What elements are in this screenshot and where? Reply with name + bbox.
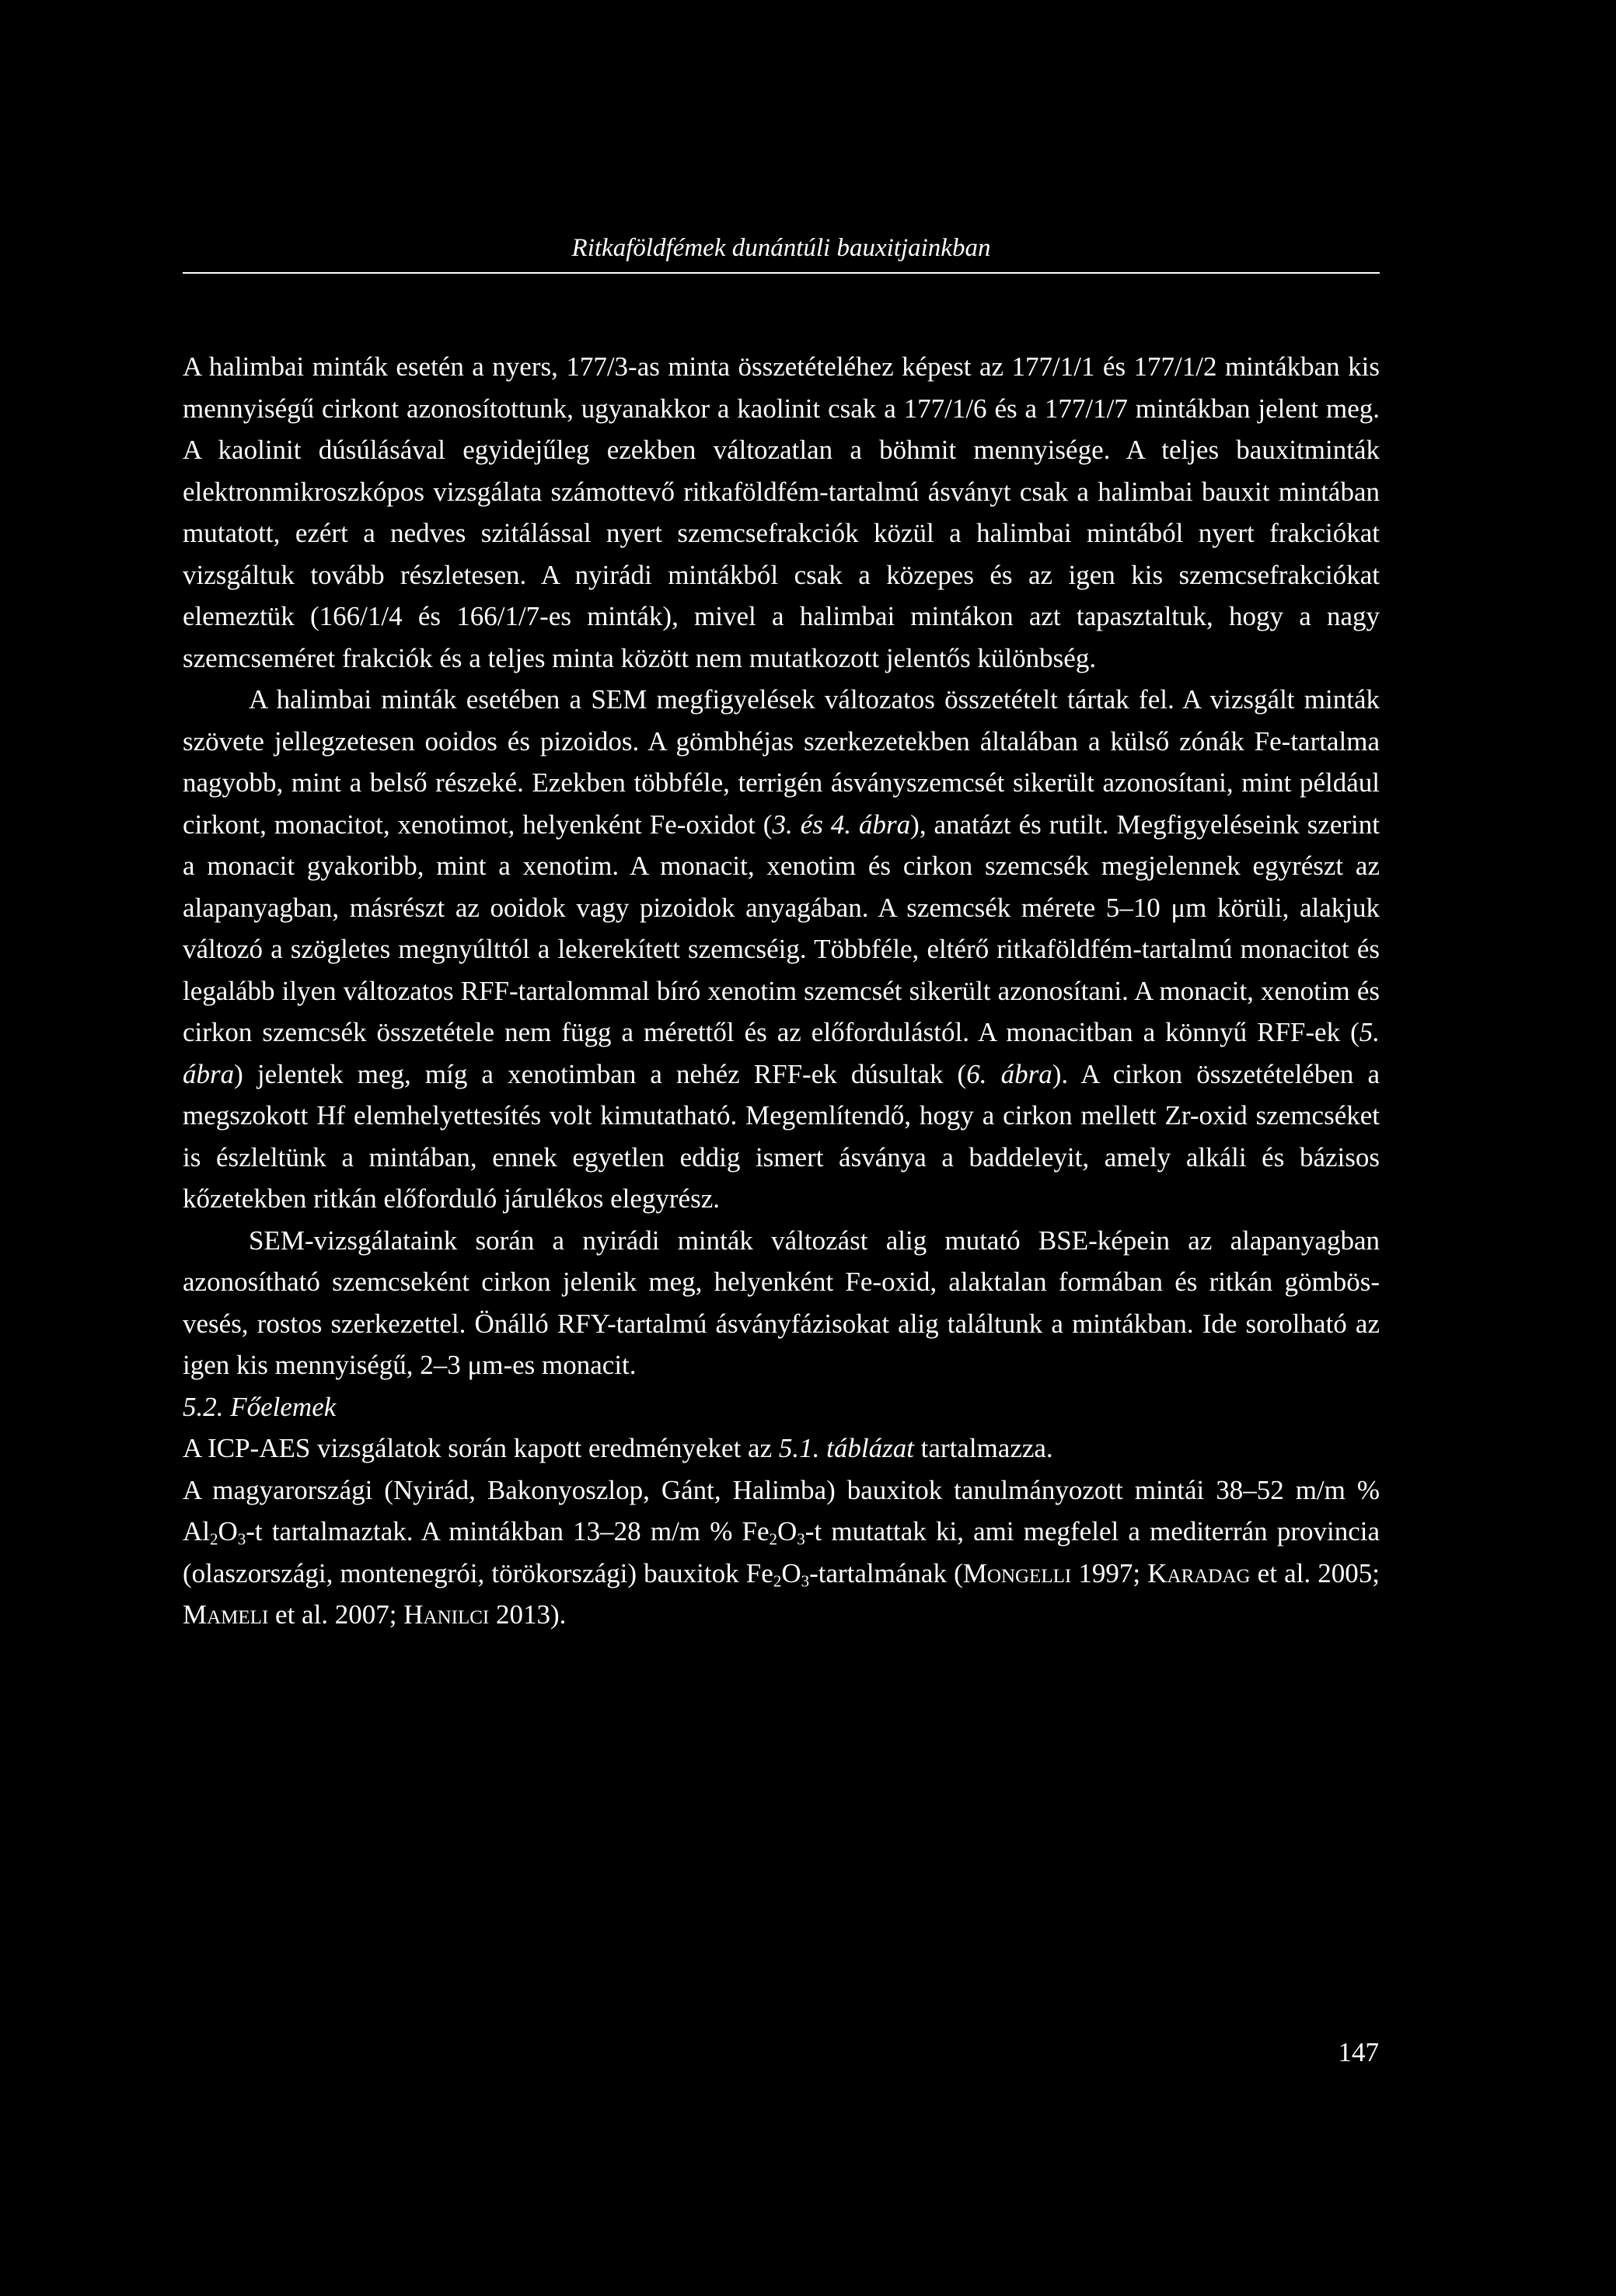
paragraph-2-text-3: ) jelentek meg, míg a xenotimban a nehéz RFF-ek dúsultak ( bbox=[234, 1058, 967, 1089]
running-header: Ritkaföldfémek dunántúli bauxitjainkban bbox=[571, 234, 991, 262]
figure-reference-6: 6. ábra bbox=[966, 1058, 1052, 1089]
subscript: 2 bbox=[210, 1529, 218, 1549]
table-reference: 5.1. táblázat bbox=[778, 1433, 914, 1463]
paragraph-1 bbox=[183, 346, 1380, 679]
header-rule bbox=[183, 272, 1380, 274]
main-text bbox=[183, 346, 1380, 1636]
figure-reference-3-4: 3. és 4. ábra bbox=[772, 809, 911, 840]
citation-author: Hanilci bbox=[403, 1599, 490, 1630]
paragraph-2-text-1: A halimbai minták esetében a SEM megfigyelések változatos összetételt tártak fel. A vizsgált minták szövete jellegzetesen ooidos és pizoidos. A gömbhéjas szerkezetekben általában a külső zónák Fe-tartalma nagyobb, mint a belső részeké. Ezekben többféle, terrigén ásványszemcsét sikerült azonosítani, mint például cirkont, monacitot, xenotimot, helyenként Fe-oxidot ( bbox=[183, 684, 1380, 840]
paragraph-2 bbox=[183, 679, 1380, 1220]
paragraph-5-text-3: -t tartalmaztak. A mintákban 13–28 m/m % Fe bbox=[246, 1516, 770, 1546]
paragraph-5 bbox=[183, 1470, 1380, 1636]
section-heading: 5.2. Főelemek bbox=[183, 1391, 337, 1422]
paragraph-4-text-2: tartalmazza. bbox=[913, 1433, 1053, 1463]
citation-author: Karadag bbox=[1147, 1557, 1251, 1588]
paragraph-5-text-2: O bbox=[218, 1516, 238, 1546]
page-number: 147 bbox=[1338, 2037, 1379, 2067]
paragraph-3-text: SEM-vizsgálataink során a nyirádi minták változást alig mutató BSE-képein az alapanyagban azonosítható szemcseként cirkon jelenik meg, helyenként Fe-oxid, alaktalan formában és ritkán gömbös-vesés, rostos szerkezettel. Önálló RFY-tartalmú ásványfázisokat alig találtunk a mintákban. Ide sorolható az igen kis mennyiségű, 2–3 μm-es monacit. bbox=[183, 1225, 1380, 1380]
paragraph-4-text-1: A ICP-AES vizsgálatok során kapott eredményeket az bbox=[183, 1433, 779, 1463]
paragraph-5-text-11: 2013). bbox=[489, 1599, 567, 1630]
citation-author: Mongelli bbox=[962, 1557, 1072, 1588]
paragraph-5-text-7: -tartalmának ( bbox=[809, 1557, 963, 1588]
paragraph-5-text-6: O bbox=[781, 1557, 801, 1588]
paragraph-5-text-1: A magyarországi (Nyirád, Bakonyoszlop, Gánt, Halimba) bauxitok tanulmányozott mintái 38–52 m/m % Al bbox=[183, 1474, 1380, 1546]
figure-reference-5: 5. ábra bbox=[183, 1017, 1380, 1089]
paragraph-3 bbox=[183, 1220, 1380, 1386]
paragraph-5-text-4: O bbox=[777, 1516, 798, 1546]
paragraph-5-text-8: 1997; bbox=[1071, 1557, 1148, 1588]
subscript: 2 bbox=[769, 1529, 778, 1549]
subscript: 3 bbox=[801, 1571, 810, 1590]
subscript: 3 bbox=[797, 1529, 805, 1549]
paragraph-1-text: A halimbai minták esetén a nyers, 177/3-as minta összetételéhez képest az 177/1/1 és 177/1/2 mintákban kis mennyiségű cirkont azonosítottunk, ugyanakkor a kaolinit csak a 177/1/6 és a 177/1/7 mintákban jelent meg. A kaolinit dúsúlásával egyidejűleg ezekben változatlan a böhmit mennyisége. A teljes bauxitminták elektronmikroszkópos vizsgálata számottevő ritkaföldfém-tartalmú ásványt csak a halimbai bauxit mintában mutatott, ezért a nedves szitálással nyert szemcsefrakciók közül a halimbai mintából nyert frakciókat vizsgáltuk tovább részletesen. A nyirádi mintákból csak a közepes és az igen kis szemcsefrakciókat elemeztük (166/1/4 és 166/1/7-es minták), mivel a halimbai mintákon azt tapasztaltuk, hogy a nagy szemcseméret frakciók és a teljes minta között nem mutatkozott jelentős különbség. bbox=[183, 351, 1380, 673]
subscript: 2 bbox=[773, 1571, 782, 1590]
paragraph-4 bbox=[183, 1428, 1380, 1470]
citation-author: Mameli bbox=[183, 1599, 269, 1630]
paragraph-2-text-4: ). A cirkon összetételében a megszokott Hf elemhelyettesítés volt kimutatható. Megemlítendő, hogy a cirkon mellett Zr-oxid szemcséket is észleltünk a mintában, ennek egyetlen eddig ismert ásványa a baddeleyit, amely alkáli és bázisos kőzetekben ritkán előforduló járulékos elegyrész. bbox=[183, 1058, 1380, 1214]
paragraph-5-text-10: et al. 2007; bbox=[268, 1599, 404, 1630]
paragraph-2-text-2: ), anatázt és rutilt. Megfigyeléseink szerint a monacit gyakoribb, mint a xenotim. A monacit, xenotim és cirkon szemcsék megjelennek egyrészt az alapanyagban, másrészt az ooidok vagy pizoidok anyagában. A szemcsék mérete 5–10 μm körüli, alakjuk változó a szögletes megnyúlttól a lekerekített szemcséig. Többféle, eltérő ritkaföldfém-tartalmú monacitot és legalább ilyen változatos RFF-tartalommal bíró xenotim szemcsét sikerült azonosítani. A monacit, xenotim és cirkon szemcsék összetétele nem függ a mérettől és az előfordulástól. A monacitban a könnyű RFF-ek ( bbox=[183, 809, 1380, 1047]
paragraph-5-text-5: -t mutattak ki, ami megfelel a mediterrán provincia (olaszországi, montenegrói, törökországi) bauxitok Fe bbox=[183, 1516, 1380, 1588]
paragraph-5-text-9: et al. 2005; bbox=[1250, 1557, 1380, 1588]
subscript: 3 bbox=[237, 1529, 246, 1549]
